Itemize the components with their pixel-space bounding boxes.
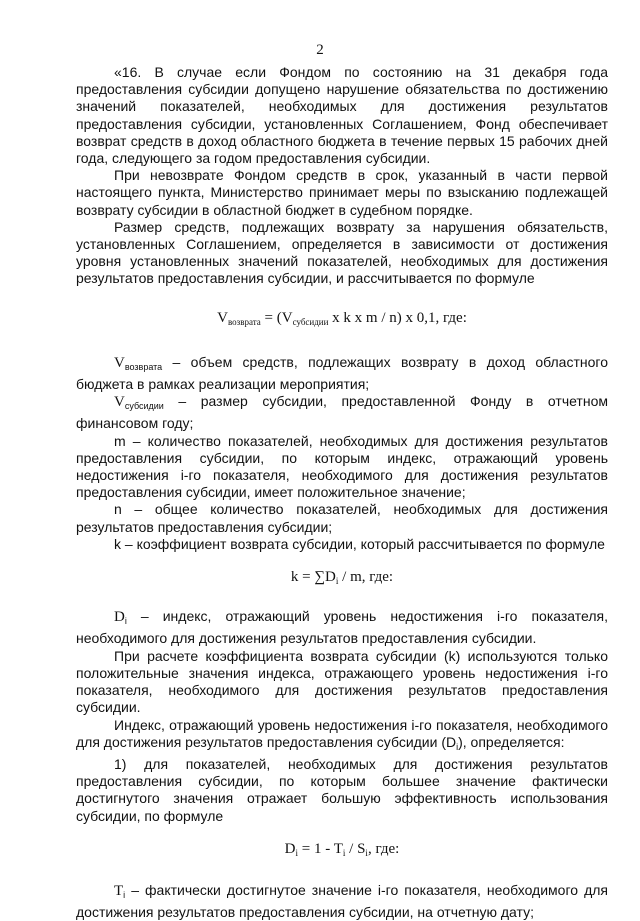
definition-v-return (76, 354, 608, 393)
definition-text: – размер субсидии, предоставленной Фонду в отчетном финансовом году; (76, 393, 608, 432)
paragraph-positive-values: При расчете коэффициента возврата субсидии (k) используются только положительные значения индекса, отражающего уровень недостижения i-го показателя, необходимого для достижения результатов предоставления субсидии. (76, 647, 608, 716)
formula-index-d (76, 841, 608, 862)
definition-k: k – коэффициент возврата субсидии, который рассчитывается по формуле (114, 535, 605, 552)
formula-part: / m, где: (338, 569, 394, 586)
definition-m: m – количество показателей, необходимых для достижения результатов предоставления субсидии, по которым индекс, отражающий уровень недостижения i-го показателя, необходимого для достижения результатов предоставления субсидии, имеет положительное значение; (76, 432, 608, 501)
formula-coefficient-k (76, 569, 608, 590)
symbol-t: T (114, 882, 124, 899)
symbol-v: V (114, 354, 125, 371)
formula-part: k = ∑D (290, 569, 336, 586)
paragraph-text: Индекс, отражающий уровень недостижения i-го показателя, необходимого для достижения результатов предоставления субсидии (D (76, 716, 608, 750)
definition-d (76, 608, 608, 647)
formula-part: x k x m / n) x 0,1, где: (328, 309, 467, 326)
paragraph-index-definition (76, 717, 608, 756)
formula-subscript-return: возврата (227, 316, 261, 327)
formula-part: D (284, 840, 296, 857)
symbol-subscript-subsidy: субсидии (124, 401, 164, 412)
paragraph-clause-16: «16. В случае если Фондом по состоянию на 31 декабря года предоставления субсидии допущено нарушение обязательства по достижению значений показателей, необходимых для достижения результатов предоставления субсидии, установленных Соглашением, Фонд обеспечивает возврат средств в доход областного бюджета в течение первых 15 рабочих дней года, следующего за годом предоставления субсидии. (76, 64, 608, 167)
definition-text: – объем средств, подлежащих возврату в доход областного бюджета в рамках реализации мероприятия; (76, 353, 608, 393)
formula-part: , где: (367, 840, 400, 857)
paragraph-text: ), определяется: (458, 733, 565, 750)
symbol-subscript-i: i (456, 741, 459, 752)
formula-part: / S (345, 840, 366, 857)
symbol-d: D (114, 609, 125, 626)
formula-symbol-v: V (217, 309, 228, 326)
symbol-subscript-i: i (124, 616, 127, 627)
formula-subscript-i: i (365, 847, 368, 858)
formula-subscript-i: i (342, 847, 346, 858)
paragraph-return-amount: Размер средств, подлежащих возврату за нарушения обязательств, установленных Соглашением, определяется в зависимости от достижения уровня установленных значений показателей, необходимых для достижения результатов предоставления субсидии, и рассчитывается по формуле (76, 218, 608, 287)
formula-part: = (V (260, 309, 293, 326)
formula-part: = 1 - T (298, 840, 343, 857)
definition-n: n – общее количество показателей, необходимых для достижения результатов предоставления субсидии; (76, 501, 608, 535)
formula-return-volume (76, 310, 608, 331)
document-body (76, 64, 608, 921)
definition-v-subsidy (76, 393, 608, 432)
definition-text: – индекс, отражающий уровень недостижения i-го показателя, необходимого для достижения результатов предоставления субсидии. (76, 608, 608, 647)
definition-text: – фактически достигнутое значение i-го показателя, необходимого для достижения результатов предоставления субсидии, на отчетную дату; (76, 881, 608, 921)
page-number: 2 (316, 42, 324, 58)
paragraph-non-return: При невозврате Фондом средств в срок, указанный в части первой настоящего пункта, Министерство принимает меры по взысканию подлежащей возврату субсидии в областной бюджет в судебном порядке. (76, 167, 608, 218)
formula-subscript-i: i (335, 576, 339, 587)
formula-subscript-subsidy: субсидии (292, 316, 329, 327)
symbol-subscript-return: возврата (124, 361, 163, 372)
paragraph-item-1: 1) для показателей, необходимых для достижения результатов предоставления субсидии, по которым большее значение фактически достигнутого значения отражает большую эффективность использования субсидии, по формуле (76, 755, 608, 824)
definition-t (76, 882, 608, 921)
symbol-v: V (114, 394, 125, 411)
symbol-subscript-i: i (123, 889, 126, 900)
formula-subscript-i: i (295, 847, 299, 858)
